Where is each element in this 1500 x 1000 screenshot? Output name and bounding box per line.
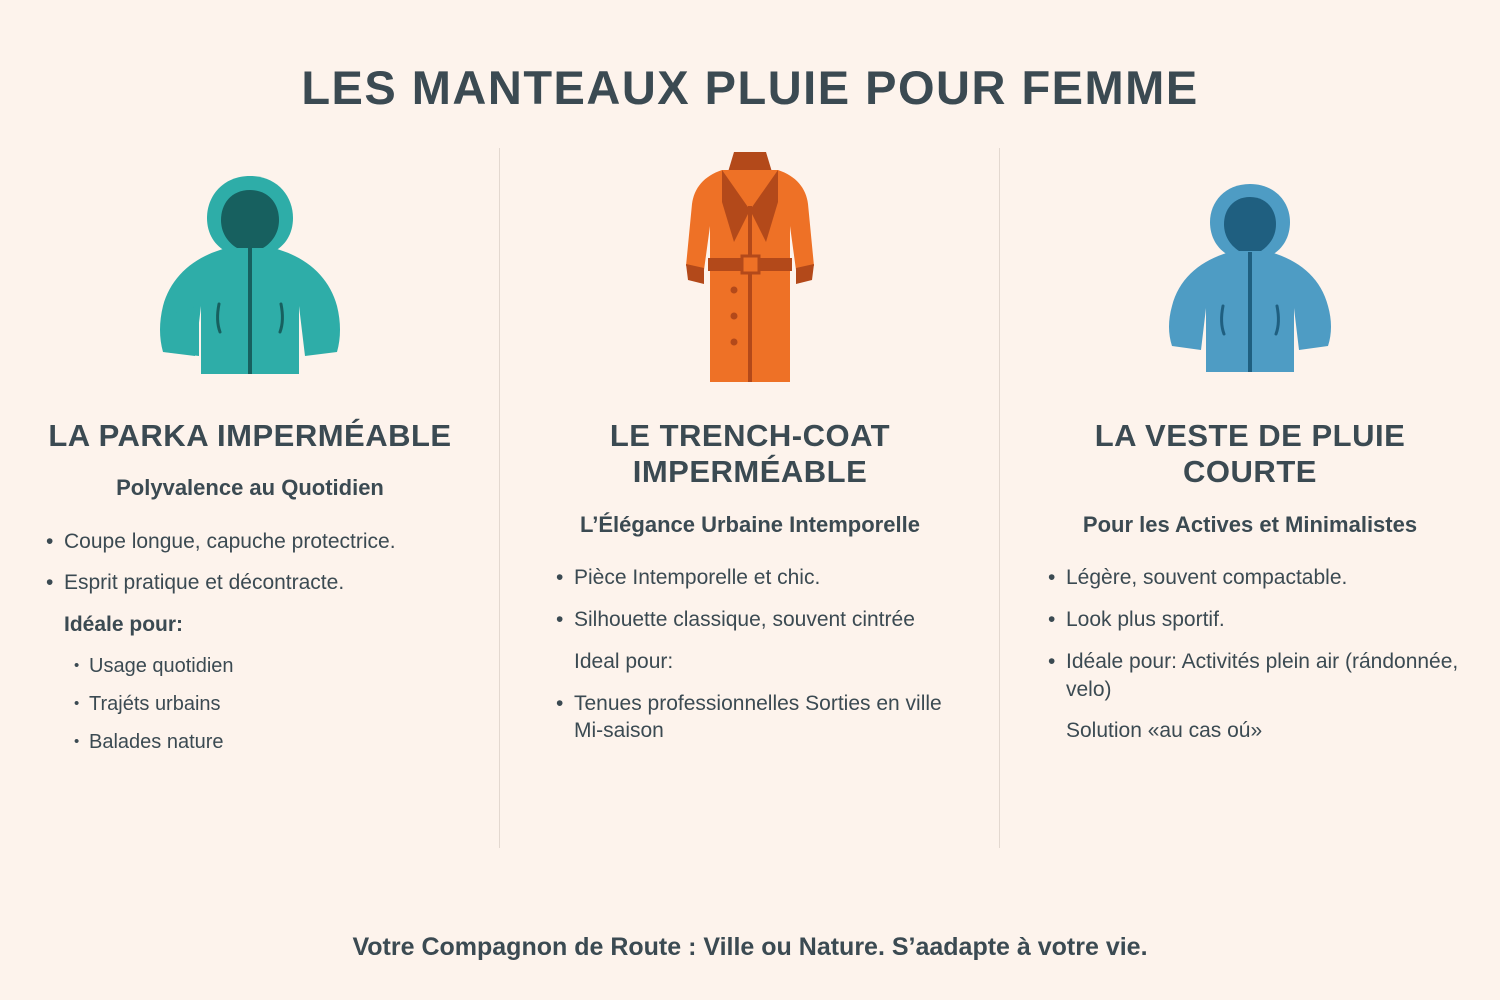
- list-item-label: Usage quotidien: [89, 654, 234, 677]
- list-item: [46, 528, 466, 556]
- coat-subtitle: L’Élégance Urbaine Intemporelle: [580, 511, 920, 537]
- short-rain-jacket-icon: [1145, 148, 1355, 396]
- list-item-label: Coupe longue, capuche protectrice.: [64, 529, 396, 553]
- bullet-dot: •: [1048, 566, 1056, 590]
- list-item: [74, 653, 466, 680]
- page-title: LES MANTEAUX PLUIE POUR FEMME: [301, 61, 1199, 114]
- coat-title: LA PARKA IMPERMÉABLE: [48, 417, 452, 453]
- bullet-dot: •: [1048, 608, 1056, 632]
- list-item: [1048, 606, 1466, 634]
- list-item-label: Tenues professionnelles Sorties en ville Mi-saison: [574, 691, 942, 743]
- coat-title: LA VESTE DE PLUIE COURTE: [1094, 417, 1406, 490]
- bullet-dot: •: [46, 529, 54, 553]
- coat-subtitle: Polyvalence au Quotidien: [116, 475, 384, 501]
- columns-container: [0, 140, 1500, 920]
- parka-coat-icon: [135, 148, 365, 396]
- list-item: [556, 606, 966, 634]
- column-short-jacket: [1000, 140, 1500, 920]
- trench-coat-icon: [660, 148, 840, 396]
- list-item-label: Balades nature: [89, 730, 224, 753]
- list-item: [74, 691, 466, 718]
- column-trench: [500, 140, 1000, 920]
- list-item: [1048, 648, 1466, 703]
- list-heading: Idéale pour:: [64, 613, 184, 637]
- bullet-dot: •: [74, 694, 80, 712]
- footer-tagline: Votre Compagnon de Route : Ville ou Nature. S’aadapte à votre vie.: [352, 933, 1148, 961]
- list-item-label: Look plus sportif.: [1066, 608, 1225, 632]
- list-item: [46, 569, 466, 597]
- list-item-label: Idéale pour: Activités plein air (rándonnée, velo): [1066, 649, 1459, 701]
- list-item-label: Esprit pratique et décontracte.: [64, 571, 345, 595]
- list-item: [556, 564, 966, 592]
- bullet-dot: •: [556, 608, 564, 632]
- list-item: [1048, 564, 1466, 592]
- list-note: Solution «au cas oú»: [1066, 719, 1263, 743]
- list-item-label: Légère, souvent compactable.: [1066, 566, 1348, 590]
- coat-title: LE TRENCH-COAT IMPERMÉABLE: [609, 417, 891, 490]
- bullet-dot: •: [1048, 649, 1056, 673]
- list-item: [74, 729, 466, 756]
- bullet-dot: •: [46, 571, 54, 595]
- feature-list: [34, 528, 466, 767]
- bullet-dot: •: [556, 691, 564, 715]
- bullet-dot: •: [556, 566, 564, 590]
- feature-list: [534, 564, 966, 759]
- list-item-label: Trajéts urbains: [89, 692, 221, 715]
- coat-subtitle: Pour les Actives et Minimalistes: [1082, 511, 1418, 537]
- list-item-label: Silhouette classique, souvent cintrée: [574, 608, 915, 632]
- bullet-dot: •: [74, 656, 80, 674]
- column-parka: [0, 140, 500, 920]
- list-item: [556, 690, 966, 745]
- list-item-label: Pièce Intemporelle et chic.: [574, 566, 821, 590]
- list-heading: Ideal pour:: [574, 649, 674, 673]
- bullet-dot: •: [74, 732, 80, 750]
- feature-list: [1034, 564, 1466, 759]
